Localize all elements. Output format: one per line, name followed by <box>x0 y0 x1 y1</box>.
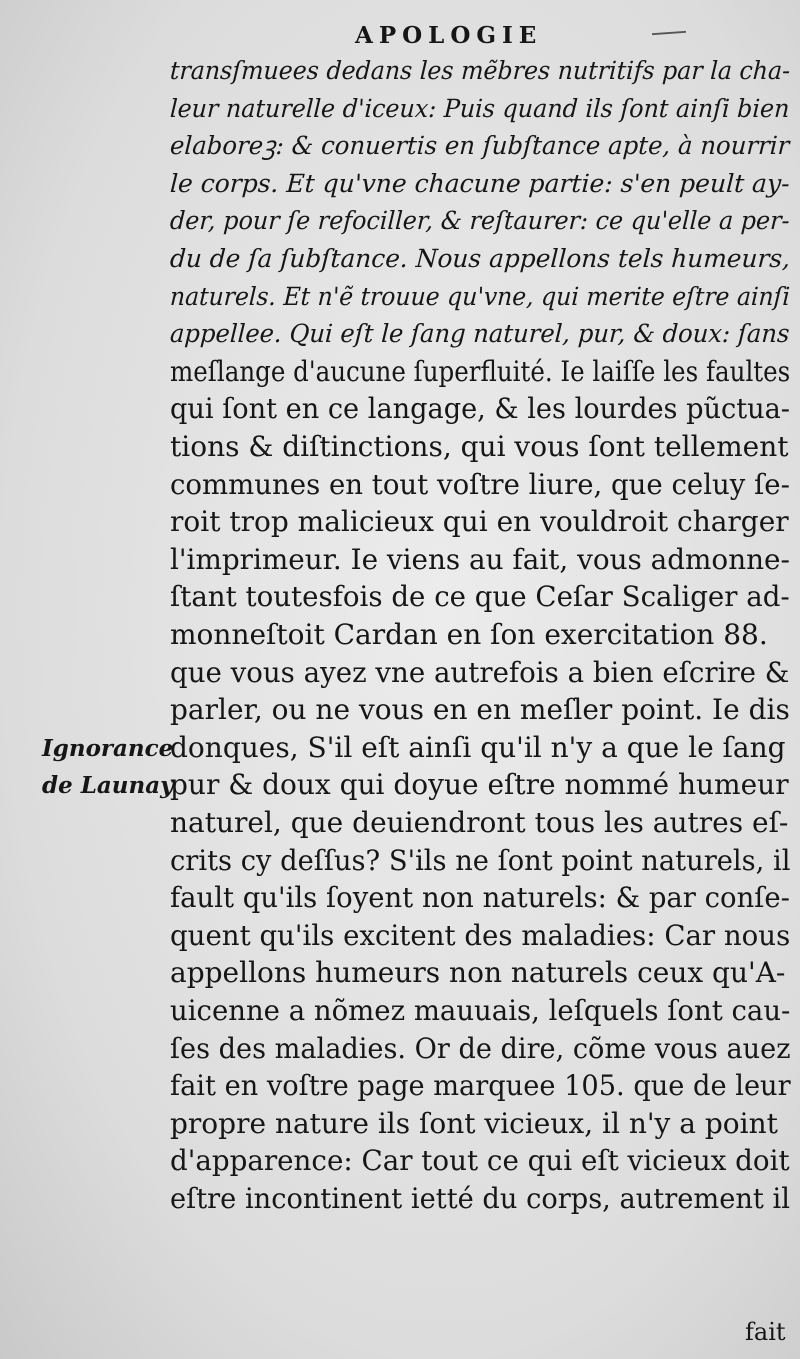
text-line: quent qu'ils excitent des maladies: Car nous <box>170 918 791 952</box>
text-line: naturels. Et n'ẽ trouue qu'vne, qui merite eſtre ainſi <box>169 281 791 311</box>
text-line: meſlange d'aucune ſuperfluité. Ie laiſſe les faultes <box>170 354 791 388</box>
text-line: que vous ayez vne autrefois a bien eſcrire & <box>170 655 790 689</box>
text-line: leur naturelle d'iceux: Puis quand ils ſont ainſi bien <box>169 93 791 123</box>
text-line: fait en voſtre page marquee 105. que de leur <box>170 1069 791 1103</box>
text-line: pur & doux qui doyue eſtre nommé humeur <box>170 768 789 802</box>
text-line: der, pour ſe refociller, & reſtaurer: ce qu'elle a per- <box>169 206 791 236</box>
header-rule <box>652 31 686 35</box>
text-line: propre nature ils ſont vicieux, il n'y a point <box>170 1106 778 1140</box>
text-line: le corps. Et qu'vne chacune partie: s'en peult ay- <box>169 168 791 198</box>
text-line: roit trop malicieux qui en vouldroit charger <box>170 505 789 539</box>
text-line: parler, ou ne vous en en meſler point. Ie dis <box>170 693 790 727</box>
text-line: d'apparence: Car tout ce qui eſt vicieux doit <box>170 1144 790 1178</box>
margin-note: de Launay <box>42 772 174 800</box>
text-line: transſmuees dedans les mẽbres nutritifs par la cha- <box>169 56 791 85</box>
text-line: tions & diſtinctions, qui vous ſont tellement <box>170 430 789 463</box>
text-line: crits cy deſſus? S'ils ne ſont point naturels, il <box>170 843 791 877</box>
text-line: appellee. Qui eſt le ſang naturel, pur, & doux: ſans <box>169 319 791 349</box>
text-line: elaboreꝫ: & conuertis en ſubſtance apte, à nourrir <box>169 131 791 161</box>
margin-note: Ignorance <box>42 734 174 762</box>
text-line: uicenne a nõmez mauuais, leſquels ſont cau- <box>170 994 791 1027</box>
text-line: communes en tout voſtre liure, que celuy ſe- <box>170 467 790 501</box>
text-line: eſtre incontinent ietté du corps, autrement il <box>170 1182 790 1215</box>
text-line: fault qu'ils ſoyent non naturels: & par conſe- <box>170 881 790 915</box>
text-line: donques, S'il eſt ainſi qu'il n'y a que le ſang <box>170 730 786 764</box>
catchword: fait <box>745 1318 786 1346</box>
text-line: ſtant toutesfois de ce que Ceſar Scaliger ad- <box>170 580 790 614</box>
text-line: naturel, que deuiendront tous les autres eſ- <box>170 806 789 839</box>
text-line: ſes des maladies. Or de dire, cõme vous auez <box>170 1031 791 1065</box>
text-line: l'imprimeur. Ie viens au fait, vous admonne- <box>170 542 790 576</box>
text-line: appellons humeurs non naturels ceux qu'A- <box>170 956 786 990</box>
text-line: monneſtoit Cardan en ſon exercitation 88. <box>170 618 768 651</box>
running-title: APOLOGIE <box>355 22 543 49</box>
text-line: du de ſa ſubſtance. Nous appellons tels humeurs, <box>169 244 791 273</box>
text-line: qui ſont en ce langage, & les lourdes pũctua- <box>170 392 790 426</box>
